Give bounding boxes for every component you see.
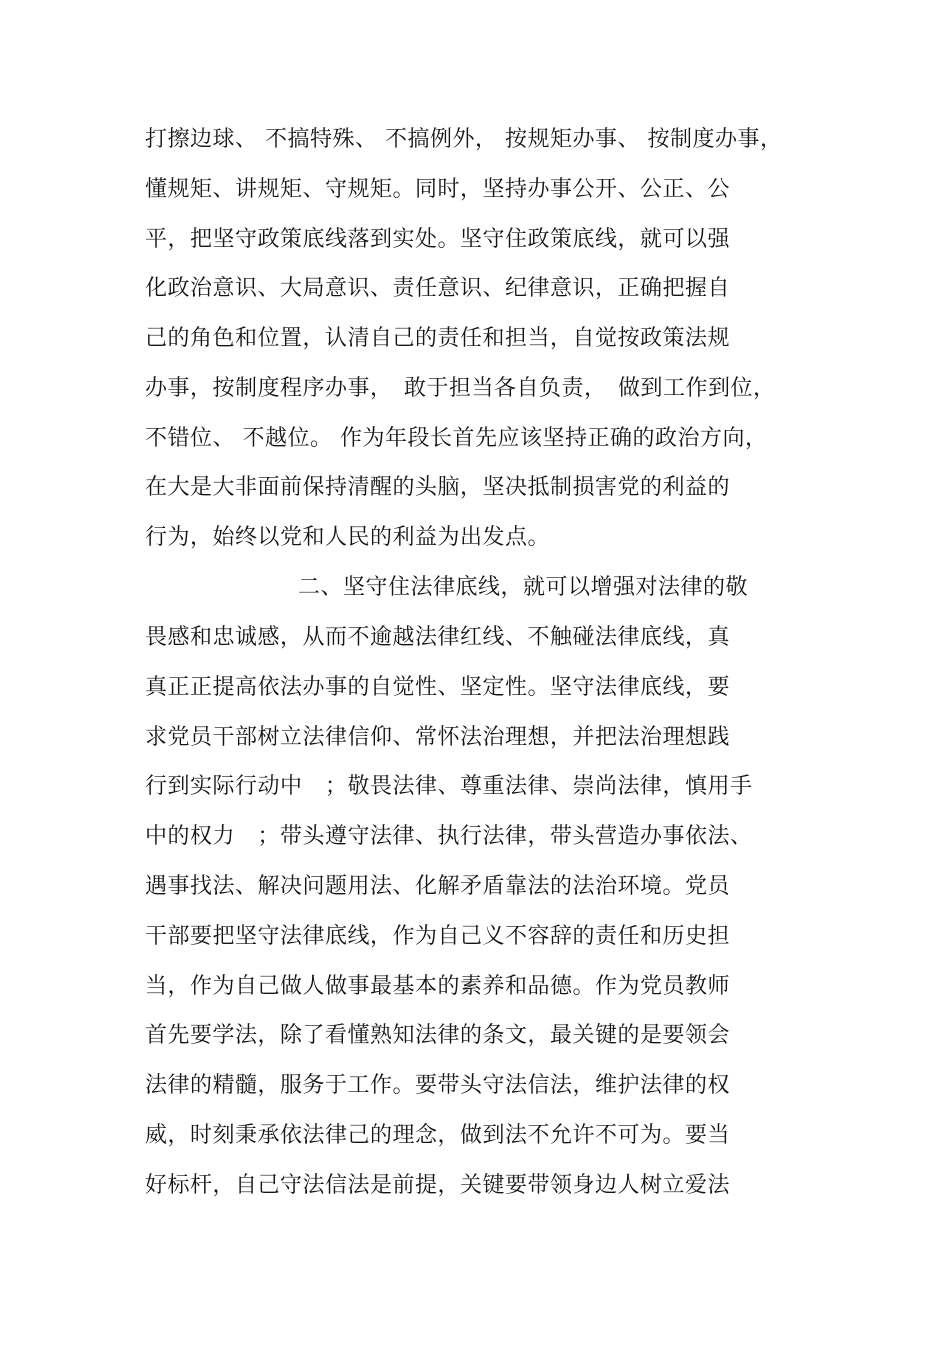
text-line: 干部要把坚守法律底线，作为自己义不容辞的责任和历史担 (145, 924, 731, 949)
text-line: 当，作为自己做人做事最基本的素养和品德。作为党员教师 (145, 974, 731, 999)
text-line: 行到实际行动中 ；敬畏法律、尊重法律、崇尚法律，慎用手 (145, 774, 753, 799)
text-line: 求党员干部树立法律信仰、常怀法治理想，并把法治理想践 (145, 725, 731, 750)
text-line: 畏感和忠诚感，从而不逾越法律红线、不触碰法律底线，真 (145, 625, 731, 650)
text-line: 法律的精髓，服务于工作。要带头守法信法，维护法律的权 (145, 1073, 731, 1098)
section-heading-line: 二、坚守住法律底线，就可以增强对法律的敬 (298, 575, 749, 600)
text-line: 化政治意识、大局意识、责任意识、纪律意识，正确把握自 (145, 276, 731, 301)
text-line: 打擦边球、 不搞特殊、 不搞例外， 按规矩办事、 按制度办事， (145, 127, 783, 152)
text-line: 不错位、 不越位。 作为年段长首先应该坚持正确的政治方向， (145, 426, 768, 451)
text-line: 办事，按制度程序办事， 敢于担当各自负责， 做到工作到位， (145, 376, 776, 401)
text-line: 平，把坚守政策底线落到实处。坚守住政策底线，就可以强 (145, 227, 731, 252)
text-line: 中的权力 ；带头遵守法律、执行法律，带头营造办事依法、 (145, 824, 753, 849)
text-line: 在大是大非面前保持清醒的头脑，坚决抵制损害党的利益的 (145, 475, 731, 500)
text-line: 遇事找法、解决问题用法、化解矛盾靠法的法治环境。党员 (145, 874, 731, 899)
text-line: 好标杆，自己守法信法是前提，关键要带领身边人树立爱法 (145, 1173, 731, 1198)
text-line: 行为，始终以党和人民的利益为出发点。 (145, 525, 551, 550)
text-line: 己的角色和位置，认清自己的责任和担当，自觉按政策法规 (145, 326, 731, 351)
text-line: 真正正提高依法办事的自觉性、坚定性。坚守法律底线，要 (145, 675, 731, 700)
text-line: 威，时刻秉承依法律己的理念，做到法不允许不可为。要当 (145, 1123, 731, 1148)
text-line: 首先要学法，除了看懂熟知法律的条文，最关键的是要领会 (145, 1023, 731, 1048)
text-line: 懂规矩、讲规矩、守规矩。同时，坚持办事公开、公正、公 (145, 177, 731, 202)
